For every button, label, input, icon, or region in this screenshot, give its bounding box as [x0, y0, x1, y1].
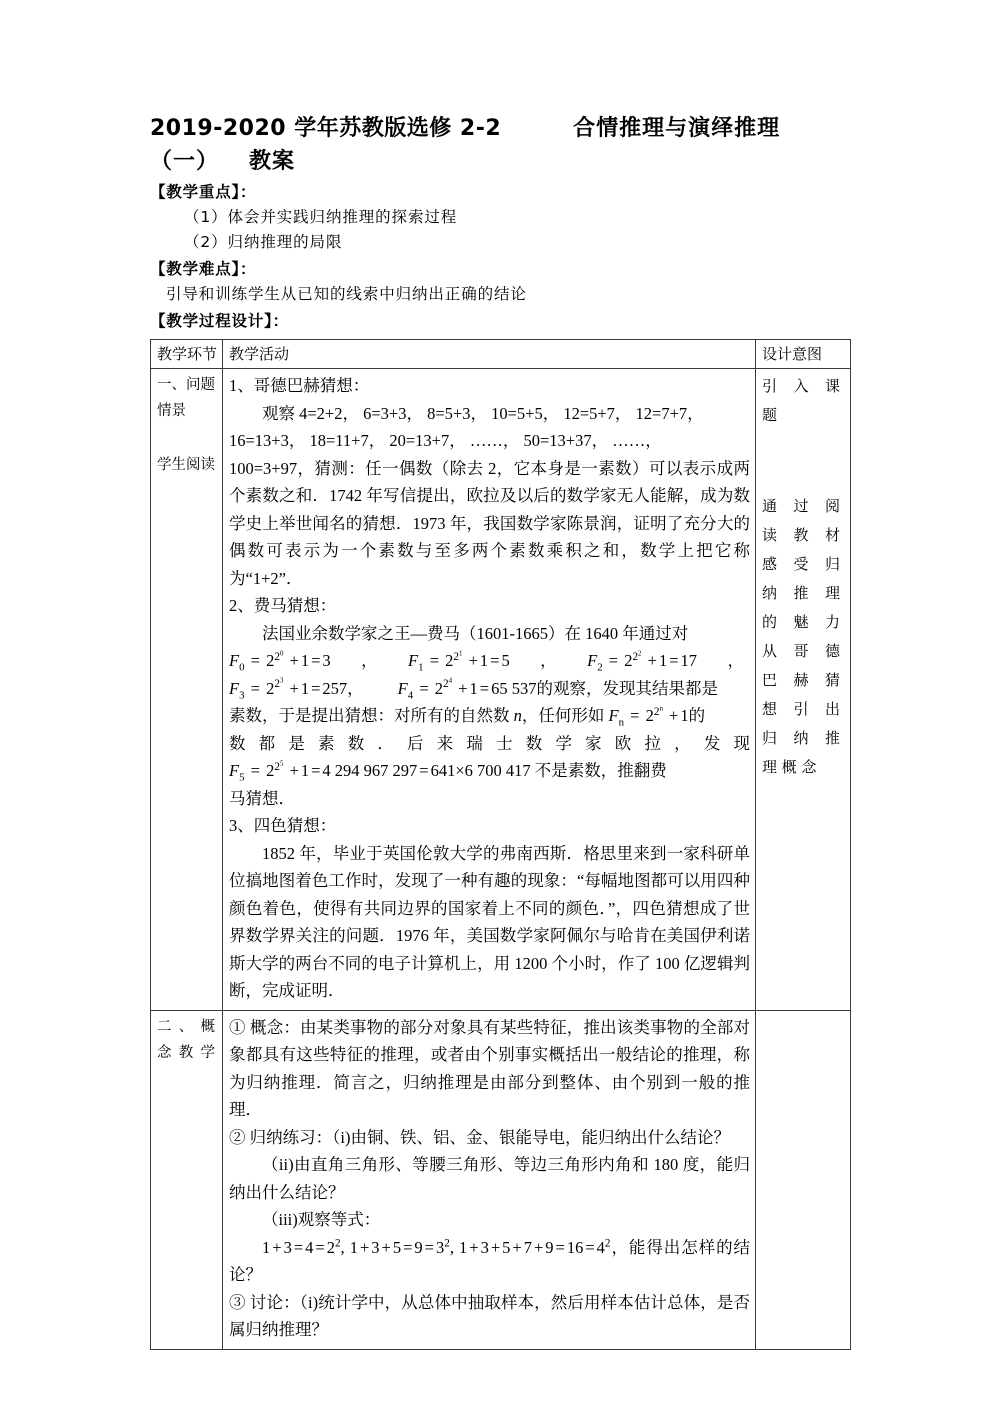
discussion-item: ③ 讨论：（i)统计学中，从总体中抽取样本，然后用样本估计总体，是否属归纳推理？ — [229, 1292, 750, 1339]
intent-line: 的 魅 力 — [762, 613, 840, 631]
difficulty-heading: 【教学难点】： — [150, 260, 257, 278]
lesson-plan-table — [150, 339, 851, 1350]
fermat-closing-line: 马猜想． — [229, 788, 295, 808]
intent-line: 从 哥 德 — [762, 642, 840, 660]
practice-iii-tail: ，能得出怎样的结论？ — [229, 1237, 751, 1284]
comma-separator: ， — [347, 678, 364, 698]
fermat-f5-tail: 不是素数，推翻费 — [530, 761, 667, 780]
table-row — [151, 1010, 851, 1349]
intent-line: 读 教 材 — [762, 526, 840, 544]
intent-line: 归 纳 推 — [762, 729, 840, 747]
activity-cell-2 — [223, 1010, 756, 1349]
concept-definition-text: ① 概念：由某类事物的部分对象具有某些特征，推出该类事物的全部对象都具有这些特征的推理，或者由个别事实概括出一般结论的推理，称为归纳推理．简言之，归纳推理是由部分到整体、由个别到一般的推理． — [229, 1017, 750, 1119]
stage-line-reading: 学生阅读 — [157, 457, 215, 473]
comma-separator: ， — [540, 651, 557, 670]
spacer — [157, 424, 217, 452]
fermat-equation-f3: $F_3 = 2^{2^3} + 1 = 257$ — [229, 676, 348, 701]
intent-line: 理 概 念 — [762, 758, 817, 776]
fermat-heading: 2、费马猜想： — [229, 596, 337, 615]
key-point-item-1: （1）体会并实践归纳推理的探索过程 — [184, 208, 458, 226]
stage-cell-1 — [151, 369, 223, 1011]
fermat-equation-f4: $F_4 = 2^{2^4} + 1 = 65$ 537 — [397, 676, 537, 701]
spacer — [762, 430, 845, 492]
goldbach-observation-line-2: 16=13+3， 18=11+7， 20=13+7， ……， 50=13+37， ……， — [229, 431, 662, 450]
stage-cell-2 — [151, 1010, 223, 1349]
intent-line: 感 受 归 — [762, 555, 840, 573]
column-header-stage: 教学环节 — [151, 340, 223, 369]
title-doc-type: 教案 — [249, 149, 296, 174]
stage-line: 念教学 — [157, 1044, 215, 1061]
practice-item-iii-equation: $1 + 3 = 4 = 2^2$, $1 + 3 + 5 = 9 = 3^2$, $1 + 3 + 5 + 7 + 9 = 16 = 4^2$，能得出怎样的结论？ — [229, 1237, 751, 1284]
intent-line: 巴 赫 猜 — [762, 671, 840, 689]
document-page — [150, 0, 850, 1350]
practice-item-iii-label: （iii)观察等式： — [262, 1210, 381, 1229]
table-header-row — [151, 340, 851, 369]
lesson-topic-title: 合情推理与演绎推理 — [573, 116, 781, 141]
intent-line: 纳 推 理 — [762, 584, 840, 602]
fourcolor-heading: 3、四色猜想： — [229, 816, 337, 835]
difficulty-text: 引导和训练学生从已知的线索中归纳出正确的结论 — [166, 285, 527, 303]
fourcolor-body-text: 1852 年，毕业于英国伦敦大学的弗南西斯．格思里来到一家科研单位搞地图着色工作时，发现了一种有趣的现象：“每幅地图都可以用四种颜色着色，使得有共同边界的国家着上不同的颜色．”，四色猜想成了世界数学界关注的问题．1976 年，美国数学家阿佩尔与哈肯在美国伊利诺斯大学的两台不同的电子计算机上，用 1200 个小时，作了 100 亿逻辑判断，完成证明． — [229, 843, 750, 1000]
table-row — [151, 369, 851, 1011]
key-point-item-2: （2）归纳推理的局限 — [184, 233, 343, 251]
title-row-2 — [150, 145, 850, 178]
key-points-heading: 【教学重点】： — [150, 183, 257, 201]
activity-cell-1 — [223, 369, 756, 1011]
fermat-equation-row-2 — [229, 675, 750, 703]
fermat-equation-f0: $F_0 = 2^{2^0} + 1 = 3$ — [229, 648, 331, 674]
fermat-equation-row-f5 — [229, 757, 750, 785]
goldbach-heading: 1、哥德巴赫猜想： — [229, 376, 370, 395]
column-header-intent: 设计意图 — [756, 340, 851, 369]
comma-separator: ， — [361, 651, 378, 670]
intent-cell-1 — [756, 369, 851, 1011]
fermat-euler-line: 数 都 是 素 数 ． 后 来 瑞 士 数 学 家 欧 拉 ， 发 现 — [229, 733, 750, 753]
fermat-equation-f5: $F_5 = 2^{2^5} + 1 = 4$ 294 967 297 = 641×6 700 417 — [229, 758, 531, 784]
intent-line: 通 过 阅 — [762, 497, 840, 515]
column-header-activity: 教学活动 — [223, 340, 756, 369]
goldbach-body-text: 100=3+97，猜测：任一偶数（除去 2，它本身是一素数）可以表示成两个素数之和．1742 年写信提出，欧拉及以后的数学家无人能解，成为数学史上举世闻名的猜想．1973 年，我国数学家陈景润，证明了充分大的偶数可表示为一个素数与至多两个素数乘积之和，数学上把它称为“1+2”． — [229, 458, 750, 588]
document-title-block — [150, 0, 850, 178]
intent-cell-2 — [756, 1010, 851, 1349]
goldbach-observation-line-1: 观察 4=2+2， 6=3+3， 8=5+3， 10=5+5， 12=5+7， 12=7+7， — [262, 403, 704, 423]
practice-item-ii: （ii)由直角三角形、等腰三角形、等边三角形内角和 180 度，能归纳出什么结论？ — [229, 1155, 750, 1202]
intent-line: 题 — [762, 406, 778, 424]
title-part-number: （一） — [150, 149, 220, 174]
intent-line: 想 引 出 — [762, 700, 840, 718]
fermat-equation-f1: $F_1 = 2^{2^1} + 1 = 5$ — [408, 648, 510, 674]
title-row-1 — [150, 112, 850, 145]
process-design-heading: 【教学过程设计】： — [150, 312, 289, 330]
fermat-equation-f2: $F_2 = 2^{2^2} + 1 = 17$ — [587, 648, 698, 674]
fermat-observation-tail: 的观察，发现其结果都是 — [536, 678, 718, 698]
fermat-equation-row-1 — [229, 647, 750, 675]
intent-line: 引 入 课 — [762, 377, 840, 395]
stage-line: 一、问题 — [157, 377, 215, 393]
fermat-primes-line: 素数，于是提出猜想：对所有的自然数 n，任何形如 $F_n = 2^{2^n} + 1$的 — [229, 703, 706, 729]
page-title: 2019-2020 学年苏教版选修 2-2 — [150, 116, 502, 141]
practice-item-i: ② 归纳练习：（i)由铜、铁、铝、金、银能导电，能归纳出什么结论？ — [229, 1127, 730, 1147]
comma-separator: ， — [727, 651, 744, 670]
fermat-intro-text: 法国业余数学家之王—费马（1601-1665）在 1640 年通过对 — [262, 623, 689, 643]
stage-line: 二、概 — [157, 1018, 215, 1035]
stage-line: 情景 — [157, 403, 186, 419]
